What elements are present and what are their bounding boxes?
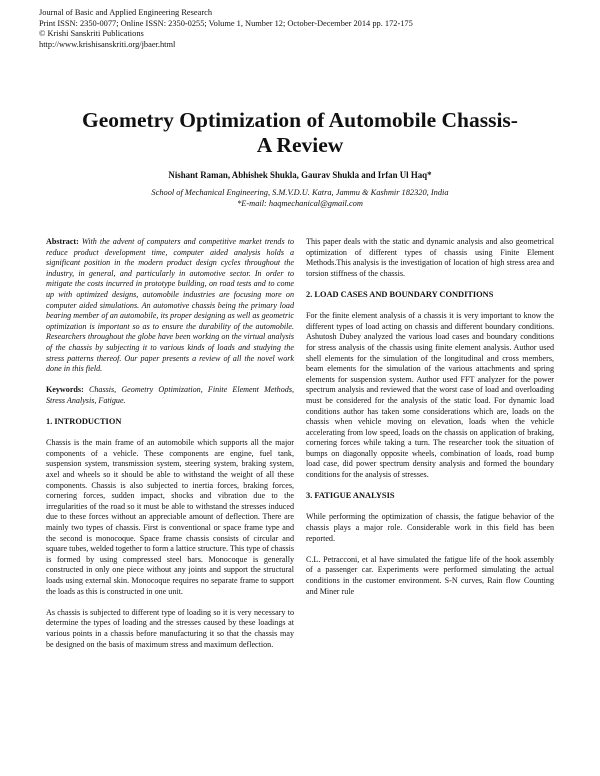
- intro-paragraph-2: As chassis is subjected to different type of loading so it is very necessary to determine the types of loading and the stresses caused by these loadings at various points in a chassis before manufacturing it so that the chassis may be designed on the basis of maximum stress and maximum deflection.: [46, 607, 294, 649]
- affiliation-block: [0, 188, 600, 209]
- keywords-paragraph: [46, 385, 294, 406]
- journal-name: Journal of Basic and Applied Engineering Research: [39, 8, 213, 17]
- paper-title: [0, 108, 600, 158]
- title-line-1: Geometry Optimization of Automobile Chassis-: [82, 108, 518, 132]
- fatigue-paragraph-2: C.L. Petracconi, et al have simulated the fatigue life of the hook assembly of a passenger car. Experiments were performed simulating the actual conditions in the customer environment. S-N curves, Rain flow Counting and Miner rule: [306, 554, 554, 596]
- abstract-label: Abstract:: [46, 237, 79, 246]
- corresponding-email: *E-mail: haqmechanical@gmail.com: [237, 198, 363, 208]
- right-column: [306, 237, 554, 597]
- intro-paragraph-1: Chassis is the main frame of an automobile which supports all the major components of a vehicle. These components are engine, fuel tank, suspension system, transmission system, steering system, braking system, axel and wheels so it should be able to withstand the weight of all these components. Chassis is also subjected to inertia forces, braking forces, cornering forces, sudden impact, shocks and vibration due to the irregularities of the road so it must be able to withstand the stresses induced due to these forces without an appreciable amount of deflection. There are mainly two types of chassis. First is conventional or space frame type and the second is monocoque. Space frame chassis consists of circular and square tubes, welded together to form a lattice structure. This type of chassis is formed by using compressed steel bars. Monocoque is generally constructed in only one piece without any joints and support the structural loads using external skin. Monocoque requires no separate frame to support the loads as this is constructed in one unit.: [46, 438, 294, 596]
- intro-paragraph-3: This paper deals with the static and dynamic analysis and also geometrical optimization of different types of chassis using Finite Element Methods.This analysis is the investigation of location of high stress area and torsion stiffness of the chassis.: [306, 237, 554, 278]
- fatigue-paragraph-1: While performing the optimization of chassis, the fatigue behavior of the chassis plays a major role. Considerable work in this field has been reported.: [306, 512, 554, 543]
- section-heading-introduction: 1. INTRODUCTION: [46, 417, 122, 427]
- journal-url[interactable]: http://www.krishisanskriti.org/jbaer.html: [39, 39, 176, 49]
- keywords-text: Chassis, Geometry Optimization, Finite Element Methods, Stress Analysis, Fatigue.: [46, 385, 294, 405]
- affiliation: School of Mechanical Engineering, S.M.V.D.U. Katra, Jammu & Kashmir 182320, India: [151, 188, 449, 197]
- load-cases-paragraph: For the finite element analysis of a chassis it is very important to know the different types of load acting on chassis and different boundary conditions. Ashutosh Dubey analyzed the various load cases and boundary conditions for stress analysis of the chassis using finite element analysis. Author used shell elements for the simulation of the longitudinal and cross members, beam elements for the simulation of the various attachments and spring elements for suspension system. Author used FFT analyzer for the power spectrum analysis and reviewed that the worst case of load and overloading must be considered for the analysis of the static load. For dynamic load conditions author has taken some considerations which are, loads on the chassis when vehicle moving on elevation, loads when the vehicle accelerating from low speed, loads on the chassis on application of braking, cornering forces while taking a turn. The researcher took the situation of bumps on diagonally opposite wheels, combination of loads, road bump load case, did power spectrum density analysis and formed the boundary conditions for the analysis of stresses.: [306, 311, 554, 480]
- title-line-2: A Review: [256, 133, 344, 157]
- left-column: [46, 237, 294, 650]
- keywords-label: Keywords:: [46, 385, 84, 395]
- section-heading-load-cases: 2. LOAD CASES AND BOUNDARY CONDITIONS: [306, 289, 494, 299]
- author-list: Nishant Raman, Abhishek Shukla, Gaurav Shukla and Irfan Ul Haq*: [168, 170, 432, 180]
- section-heading-fatigue: 3. FATIGUE ANALYSIS: [306, 491, 395, 501]
- publisher-line: © Krishi Sanskriti Publications: [39, 29, 144, 39]
- journal-header: [39, 8, 569, 50]
- abstract-text: With the advent of computers and competitive market trends to reduce product development time, computer aided analysis holds a significant position in the modern product design cycles throughout the industry, in general, and particularly in automotive sector. In order to mitigate the costs incurred in prototype building, on road tests and to come up with optimized designs, automobile industries are focusing more on computer aided simulations. An automotive chassis being the primary load bearing member of an automobile, its proper designing as well as geometric optimization is important so as to ensure the durability of the automobile. Researchers throughout the globe have been working on the virtual analysis of the chassis by subjecting it to various kinds of loads and studying the stress patterns thereof. Our paper presents a review of all the novel work done in this field.: [46, 237, 294, 374]
- abstract-paragraph: [46, 237, 294, 375]
- issn-line: Print ISSN: 2350-0077; Online ISSN: 2350-0255; Volume 1, Number 12; October-December 2014 pp. 172-175: [39, 18, 413, 28]
